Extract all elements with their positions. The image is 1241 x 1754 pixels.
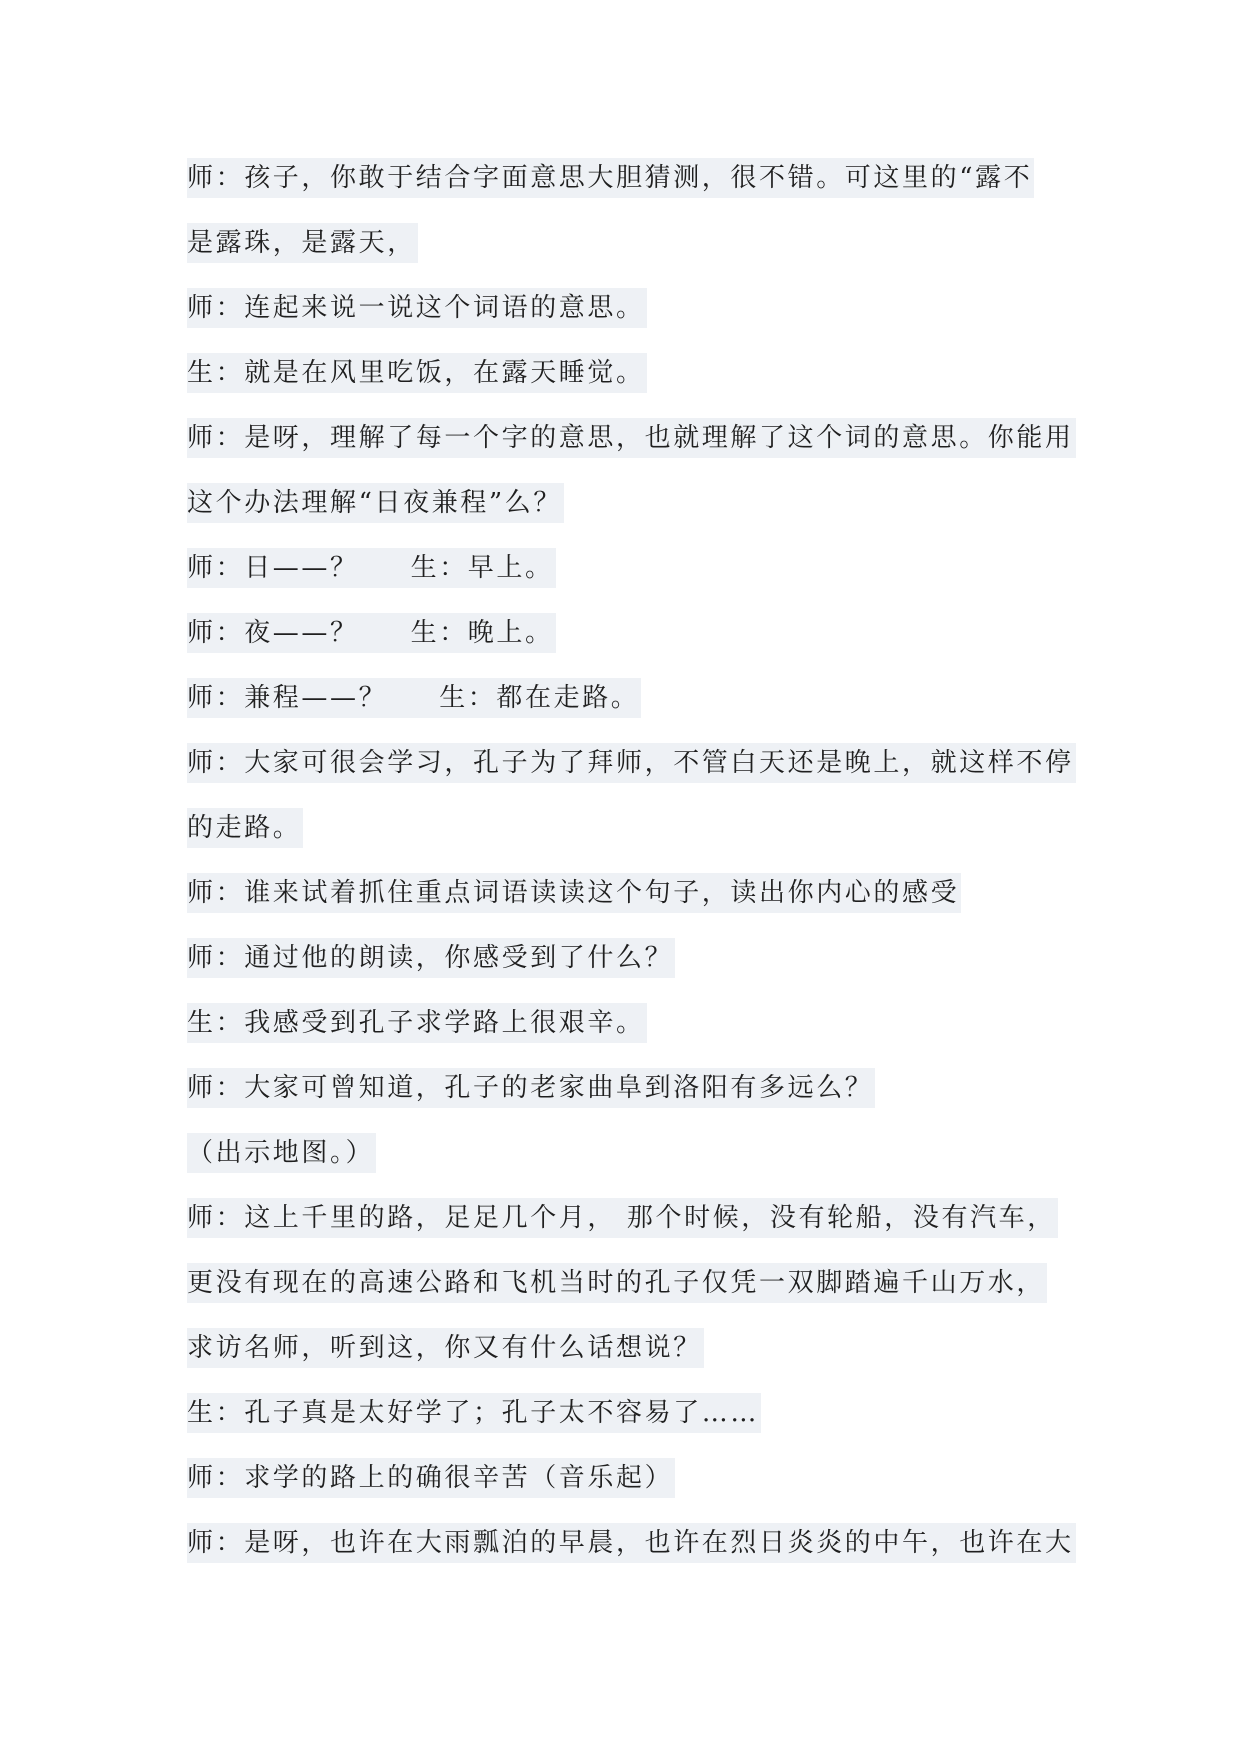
student-answer: 生：晚上。 (410, 618, 554, 648)
line-text: 师：孩子，你敢于结合字面意思大胆猜测，很不错。可这里的“露不 (187, 158, 1034, 198)
line-text: 的走路。 (187, 808, 303, 848)
line-text: 师：大家可很会学习，孔子为了拜师，不管白天还是晚上，就这样不停 (187, 743, 1076, 783)
paragraph-line (187, 1523, 1077, 1588)
student-answer: 生：早上。 (410, 553, 554, 583)
dialogue-line (187, 548, 1077, 613)
line-text: 这个办法理解“日夜兼程”么？ (187, 483, 564, 523)
paragraph-line (187, 158, 1077, 223)
paragraph-line (187, 483, 1077, 548)
line-text: 师：求学的路上的确很辛苦（音乐起） (187, 1458, 675, 1498)
paragraph-line (187, 1133, 1077, 1198)
paragraph-line (187, 873, 1077, 938)
paragraph-line (187, 418, 1077, 483)
paragraph-line (187, 1198, 1077, 1263)
paragraph-line (187, 223, 1077, 288)
line-text: 师：是呀，也许在大雨瓢泊的早晨，也许在烈日炎炎的中午，也许在大 (187, 1523, 1076, 1563)
paragraph-line (187, 353, 1077, 418)
paragraph-line (187, 1328, 1077, 1393)
line-text: 是露珠，是露天， (187, 223, 418, 263)
paragraph-line (187, 1263, 1077, 1328)
line-text: 求访名师，听到这，你又有什么话想说？ (187, 1328, 704, 1368)
dialogue-pair (187, 678, 641, 718)
dialogue-line (187, 613, 1077, 678)
line-text: 师：这上千里的路，足足几个月， 那个时候，没有轮船，没有汽车， (187, 1198, 1058, 1238)
teacher-prompt: 师：夜——？ (187, 618, 359, 648)
paragraph-line (187, 1393, 1077, 1458)
teacher-prompt: 师：兼程——？ (187, 683, 388, 713)
paragraph-line (187, 1068, 1077, 1133)
teacher-prompt: 师：日——？ (187, 553, 359, 583)
dialogue-line (187, 678, 1077, 743)
paragraph-line (187, 808, 1077, 873)
line-text: 师：谁来试着抓住重点词语读读这个句子，读出你内心的感受 (187, 873, 961, 913)
paragraph-line (187, 743, 1077, 808)
line-text: 师：是呀，理解了每一个字的意思，也就理解了这个词的意思。你能用 (187, 418, 1076, 458)
line-text: 生：我感受到孔子求学路上很艰辛。 (187, 1003, 647, 1043)
line-text: 生：孔子真是太好学了；孔子太不容易了…… (187, 1393, 761, 1433)
document-body (187, 158, 1077, 1588)
dialogue-pair (187, 548, 556, 588)
line-text: 更没有现在的高速公路和飞机当时的孔子仅凭一双脚踏遍千山万水， (187, 1263, 1047, 1303)
paragraph-line (187, 1458, 1077, 1523)
paragraph-line (187, 288, 1077, 353)
line-text: 生：就是在风里吃饭，在露天睡觉。 (187, 353, 647, 393)
student-answer: 生：都在走路。 (439, 683, 640, 713)
line-text: 师：大家可曾知道，孔子的老家曲阜到洛阳有多远么？ (187, 1068, 875, 1108)
paragraph-line (187, 938, 1077, 1003)
line-text: 师：通过他的朗读，你感受到了什么？ (187, 938, 675, 978)
paragraph-line (187, 1003, 1077, 1068)
dialogue-pair (187, 613, 556, 653)
line-text: （出示地图。） (187, 1133, 376, 1173)
line-text: 师：连起来说一说这个词语的意思。 (187, 288, 647, 328)
